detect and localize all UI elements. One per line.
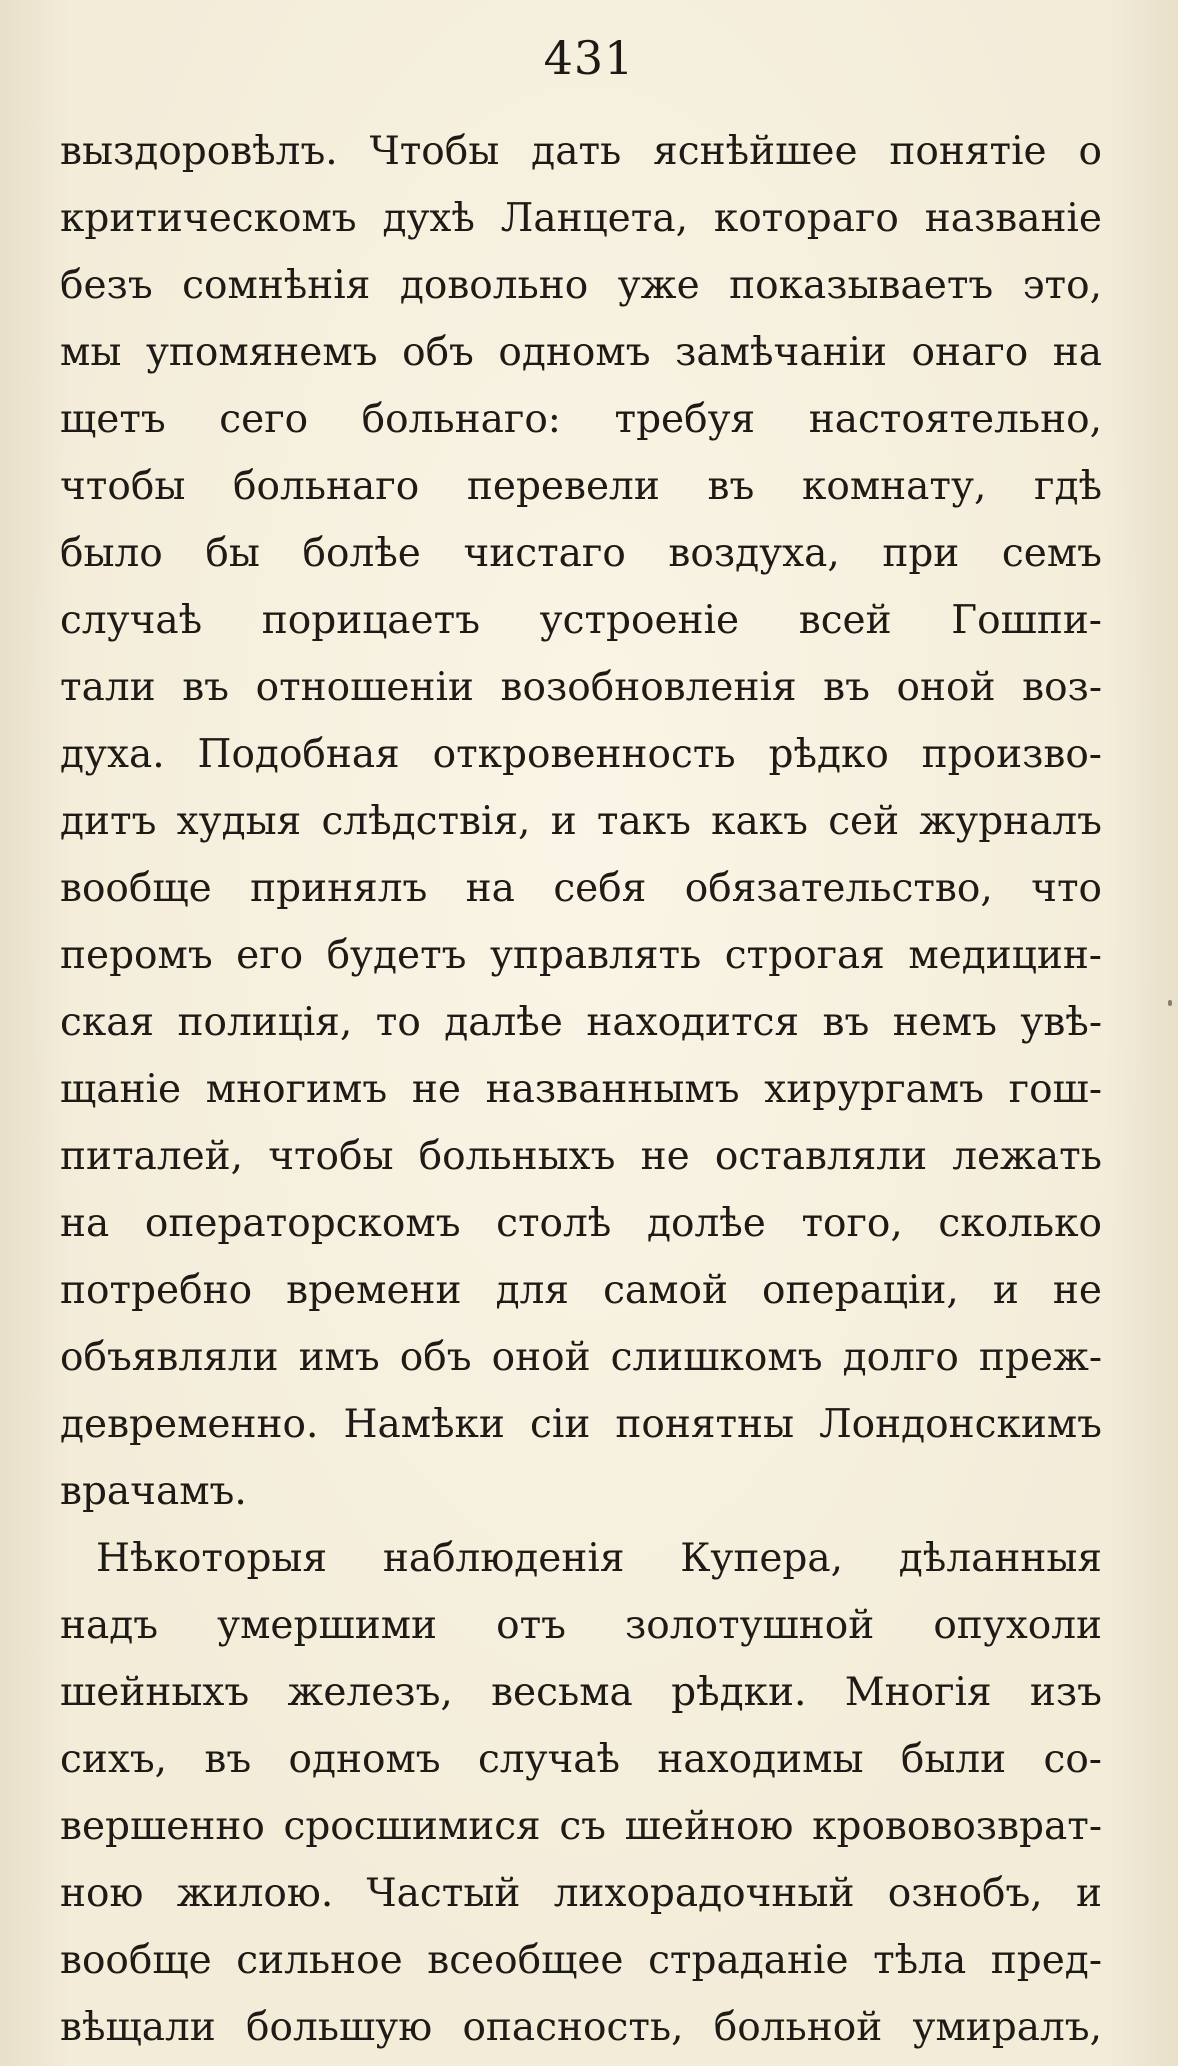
text-line: мы упомянемъ объ одномъ замѣчаніи онаго на	[60, 330, 1102, 375]
text-line: случаѣ порицаетъ устроеніе всей Гошпи-	[60, 598, 1102, 643]
text-line: сихъ, въ одномъ случаѣ находимы были со-	[60, 1737, 1102, 1782]
text-line: объявляли имъ объ оной слишкомъ долго преж-	[60, 1335, 1102, 1380]
text-line: вообще сильное всеобщее страданіе тѣла пред-	[60, 1938, 1102, 1983]
text-line: перомъ его будетъ управлять строгая медицин-	[60, 933, 1102, 978]
text-line: вѣщали большую опасность, больной умиралъ,	[60, 2005, 1102, 2050]
text-line: потребно времени для самой операціи, и не	[60, 1268, 1102, 1313]
page-number: 431	[543, 31, 635, 85]
paragraph-2	[60, 1525, 1102, 2061]
text-line: Нѣкоторыя наблюденія Купера, дѣланныя	[96, 1536, 1102, 1581]
text-line: безъ сомнѣнія довольно уже показываетъ это,	[60, 263, 1102, 308]
text-line: дитъ худыя слѣдствія, и такъ какъ сей журналъ	[60, 799, 1102, 844]
body-text	[60, 118, 1102, 2061]
text-line: чтобы больнаго перевели въ комнату, гдѣ	[60, 464, 1102, 509]
text-line: щетъ сего больнаго: требуя настоятельно,	[60, 397, 1102, 442]
text-line: девременно. Намѣки сіи понятны Лондонскимъ	[60, 1402, 1102, 1447]
text-line: тали въ отношеніи возобновленія въ оной воз-	[60, 665, 1102, 710]
text-line: врачамъ.	[60, 1469, 247, 1514]
text-line: ною жилою. Частый лихорадочный ознобъ, и	[60, 1871, 1102, 1916]
text-line: ская полиція, то далѣе находится въ немъ увѣ-	[60, 1000, 1102, 1045]
text-line: на операторскомъ столѣ долѣе того, сколько	[60, 1201, 1102, 1246]
paper-speck	[1168, 1000, 1172, 1006]
text-line: вершенно сросшимися съ шейною крововозврат-	[60, 1804, 1102, 1849]
text-line: вообще принялъ на себя обязательство, что	[60, 866, 1102, 911]
text-line: надъ умершими отъ золотушной опухоли	[60, 1603, 1102, 1648]
text-line: питалей, чтобы больныхъ не оставляли лежать	[60, 1134, 1102, 1179]
paragraph-1	[60, 118, 1102, 1525]
text-line: выздоровѣлъ. Чтобы дать яснѣйшее понятіе о	[60, 129, 1102, 174]
text-line: критическомъ духѣ Ланцета, котораго названіе	[60, 196, 1102, 241]
text-line: щаніе многимъ не названнымъ хирургамъ гош-	[60, 1067, 1102, 1112]
text-line: было бы болѣе чистаго воздуха, при семъ	[60, 531, 1102, 576]
text-line: духа. Подобная откровенность рѣдко произво-	[60, 732, 1102, 777]
text-line: шейныхъ железъ, весьма рѣдки. Многія изъ	[60, 1670, 1102, 1715]
